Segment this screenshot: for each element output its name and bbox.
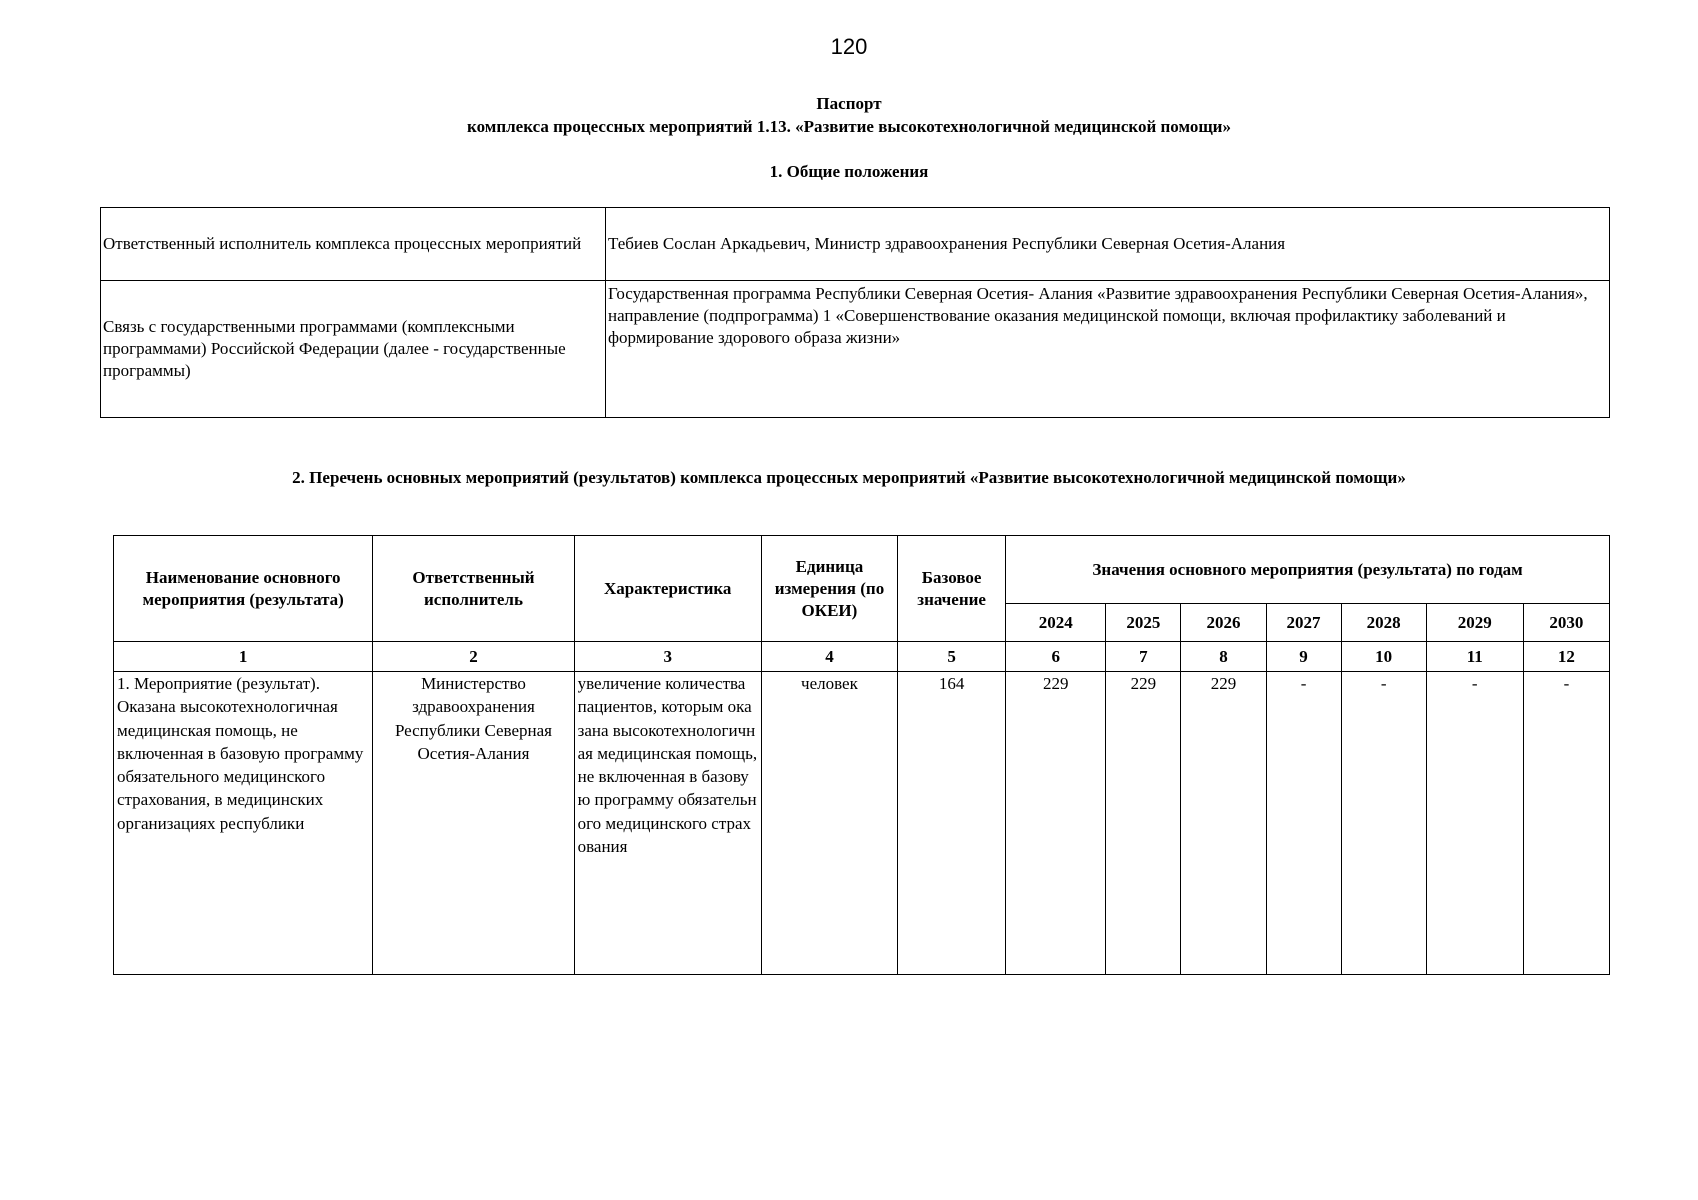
table-row xyxy=(101,208,1610,281)
cell-characteristic: увеличение количества пациентов, которым оказана высокотехнологичная медицинская помощь, не включенная в базовую программу обязательного медицинского страхования xyxy=(574,672,761,975)
cell-value-2028: - xyxy=(1341,672,1426,975)
cell-base: 164 xyxy=(898,672,1006,975)
column-number: 8 xyxy=(1181,642,1266,672)
cell-unit: человек xyxy=(761,672,897,975)
header-year: 2027 xyxy=(1266,604,1341,642)
column-number: 11 xyxy=(1426,642,1523,672)
column-number: 5 xyxy=(898,642,1006,672)
header-year: 2029 xyxy=(1426,604,1523,642)
row-label: Ответственный исполнитель комплекса процессных мероприятий xyxy=(101,208,606,281)
row-value: Государственная программа Республики Северная Осетия- Алания «Развитие здравоохранения Республики Северная Осетия-Алания», направление (подпрограмма) 1 «Совершенствование оказания медицинской помощи, включая профилактику заболеваний и формирование здорового образа жизни» xyxy=(606,281,1610,418)
general-provisions-table xyxy=(100,207,1610,418)
cell-value-2026: 229 xyxy=(1181,672,1266,975)
header-name: Наименование основного мероприятия (результата) xyxy=(114,536,373,642)
cell-value-2024: 229 xyxy=(1006,672,1106,975)
cell-value-2027: - xyxy=(1266,672,1341,975)
column-number: 12 xyxy=(1523,642,1609,672)
column-number: 9 xyxy=(1266,642,1341,672)
passport-subtitle: комплекса процессных мероприятий 1.13. «Развитие высокотехнологичной медицинской помощи» xyxy=(467,117,1231,136)
column-number: 1 xyxy=(114,642,373,672)
section1-title: 1. Общие положения xyxy=(769,162,929,181)
header-values-by-year: Значения основного мероприятия (результата) по годам xyxy=(1006,536,1610,604)
header-year: 2026 xyxy=(1181,604,1266,642)
row-label: Связь с государственными программами (комплексными программами) Российской Федерации (далее - государственные программы) xyxy=(101,281,606,418)
row-value: Тебиев Сослан Аркадьевич, Министр здравоохранения Республики Северная Осетия-Алания xyxy=(606,208,1610,281)
header-row xyxy=(114,536,1610,604)
table-row xyxy=(101,281,1610,418)
column-numbers-row xyxy=(114,642,1610,672)
cell-name: 1. Мероприятие (результат). Оказана высокотехнологичная медицинская помощь, не включенная в базовую программу обязательного медицинского страхования, в медицинских организациях республики xyxy=(114,672,373,975)
header-unit: Единица измерения (по ОКЕИ) xyxy=(761,536,897,642)
cell-executor: Министерство здравоохранения Республики Северная Осетия-Алания xyxy=(373,672,574,975)
header-characteristic: Характеристика xyxy=(574,536,761,642)
column-number: 2 xyxy=(373,642,574,672)
passport-title: Паспорт xyxy=(816,94,882,113)
column-number: 4 xyxy=(761,642,897,672)
page-number: 120 xyxy=(830,34,868,59)
header-year: 2025 xyxy=(1106,604,1181,642)
column-number: 6 xyxy=(1006,642,1106,672)
results-table xyxy=(113,535,1610,975)
section2-title: 2. Перечень основных мероприятий (результатов) комплекса процессных мероприятий «Развитие высокотехнологичной медицинской помощи» xyxy=(292,468,1406,487)
header-year: 2024 xyxy=(1006,604,1106,642)
column-number: 7 xyxy=(1106,642,1181,672)
column-number: 10 xyxy=(1341,642,1426,672)
cell-value-2029: - xyxy=(1426,672,1523,975)
header-executor: Ответственный исполнитель xyxy=(373,536,574,642)
column-number: 3 xyxy=(574,642,761,672)
cell-value-2030: - xyxy=(1523,672,1609,975)
table-row xyxy=(114,672,1610,975)
header-year: 2030 xyxy=(1523,604,1609,642)
cell-value-2025: 229 xyxy=(1106,672,1181,975)
header-year: 2028 xyxy=(1341,604,1426,642)
header-base: Базовое значение xyxy=(898,536,1006,642)
